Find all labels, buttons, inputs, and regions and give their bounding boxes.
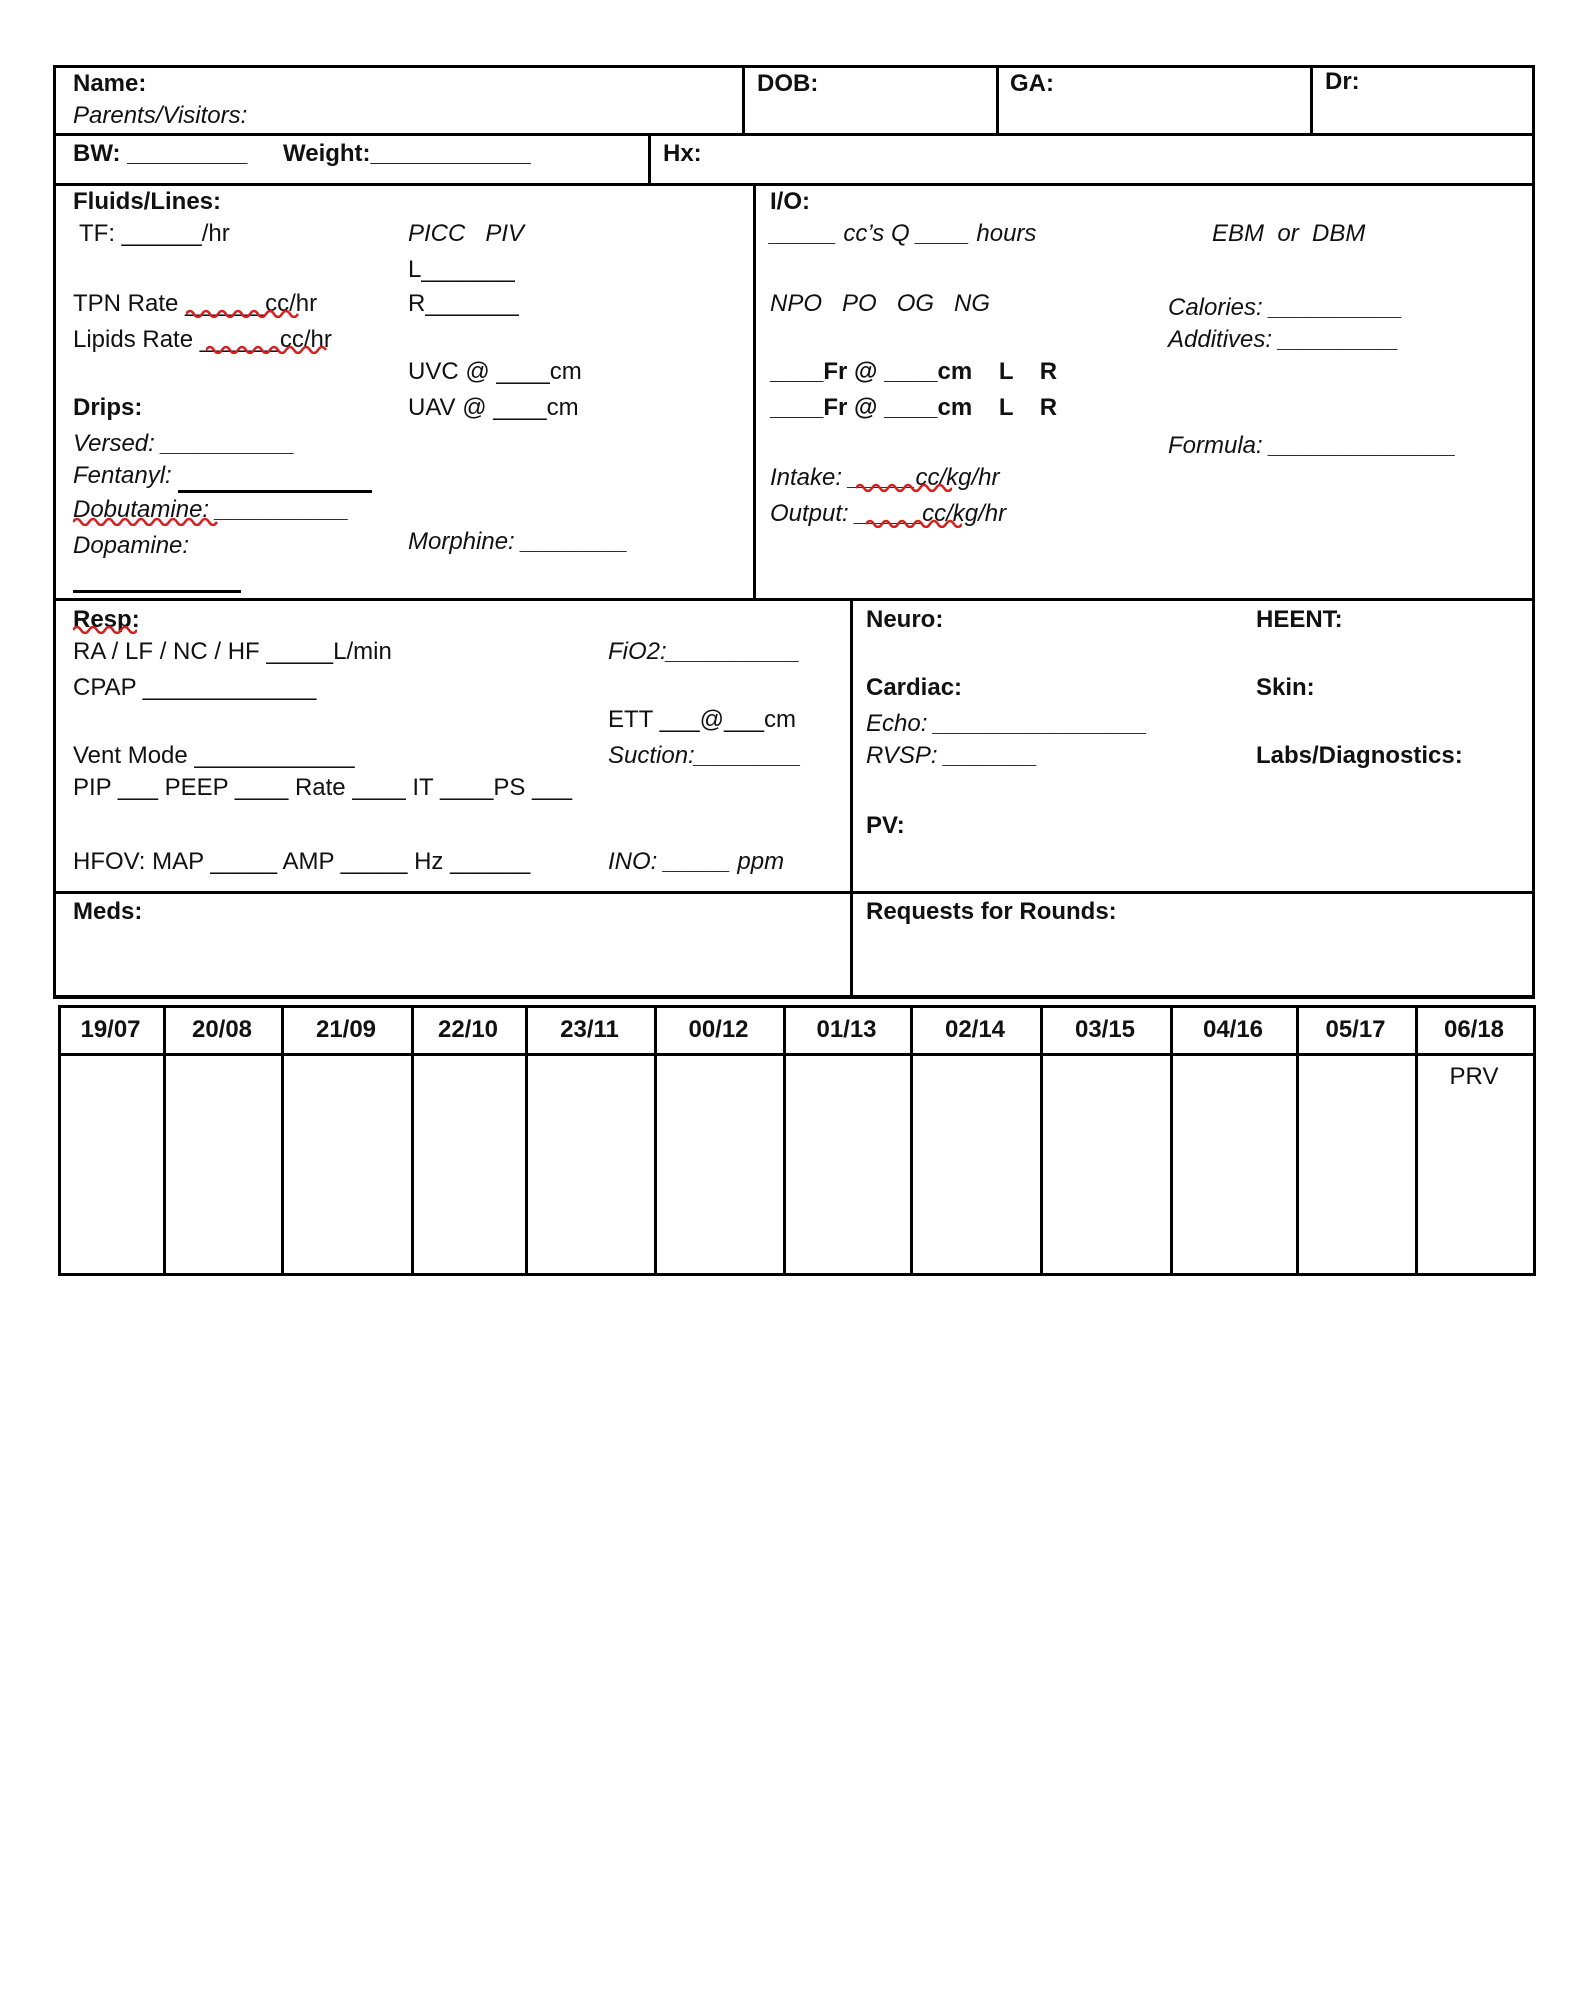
time-header-03-15: 03/15 — [1074, 1016, 1136, 1043]
time-header-05-17: 05/17 — [1325, 1016, 1386, 1043]
ga-label: GA: — [1010, 70, 1054, 97]
tube-size-field-2[interactable]: ____Fr @ ____cm L R — [770, 394, 1058, 421]
oxygen-support-field[interactable]: RA / LF / NC / HF _____L/min — [73, 638, 392, 665]
divider-name-dob — [742, 65, 745, 135]
schedule-cell[interactable] — [786, 1056, 910, 1273]
squiggle-resp — [73, 624, 137, 634]
divider-dob-ga — [996, 65, 999, 135]
time-header-19-07: 19/07 — [80, 1016, 141, 1043]
vent-mode-field[interactable]: Vent Mode ____________ — [73, 742, 355, 769]
prv-label: PRV — [1449, 1063, 1499, 1090]
time-header-06-18: 06/18 — [1443, 1016, 1505, 1043]
time-header-04-16: 04/16 — [1202, 1016, 1264, 1043]
pv-label: PV: — [866, 812, 905, 839]
picc-piv-options[interactable]: PICC PIV — [408, 220, 525, 247]
tube-size-field-1[interactable]: ____Fr @ ____cm L R — [770, 358, 1058, 385]
squiggle-lipids — [206, 344, 330, 354]
schedule-cell[interactable] — [284, 1056, 411, 1273]
intake-field[interactable]: Intake: _____cc/kg/hr — [770, 464, 1000, 491]
divider-ga-dr — [1310, 65, 1313, 135]
divider-weight-hx — [648, 135, 651, 185]
divider-resp-neuro — [850, 600, 853, 997]
bw-field[interactable]: BW: _________ — [73, 140, 248, 167]
grid-bottom-line — [58, 1273, 1536, 1276]
frame-right — [1532, 65, 1535, 999]
schedule-cell[interactable] — [1043, 1056, 1170, 1273]
cc-q-hours-field[interactable]: _____ cc’s Q ____ hours — [770, 220, 1037, 247]
squiggle-intake — [856, 482, 952, 492]
ebm-dbm-options[interactable]: EBM or DBM — [1212, 220, 1366, 247]
tpn-rate-field[interactable]: TPN Rate ______cc/hr — [73, 290, 318, 317]
l-line-field[interactable]: L_______ — [408, 256, 515, 283]
feeding-route-options[interactable]: NPO PO OG NG — [770, 290, 991, 317]
time-header-22-10: 22/10 — [437, 1016, 499, 1043]
vent-settings-field[interactable]: PIP ___ PEEP ____ Rate ____ IT ____PS ___ — [73, 774, 573, 801]
schedule-cell[interactable] — [414, 1056, 525, 1273]
divider-after-bw — [53, 183, 1535, 186]
schedule-cell[interactable] — [913, 1056, 1040, 1273]
fio2-field[interactable]: FiO2:__________ — [608, 638, 801, 665]
neuro-label: Neuro: — [866, 606, 944, 633]
name-label: Name: — [73, 70, 147, 97]
calories-field[interactable]: Calories: __________ — [1168, 294, 1403, 321]
rvsp-field[interactable]: RVSP: _______ — [866, 742, 1038, 769]
fentanyl-blank — [178, 490, 372, 493]
uvc-field[interactable]: UVC @ ____cm — [408, 358, 582, 385]
echo-field[interactable]: Echo: ________________ — [866, 710, 1148, 737]
lipids-rate-field[interactable]: Lipids Rate ______cc/hr — [73, 326, 332, 353]
io-title: I/O: — [770, 188, 810, 215]
r-line-field[interactable]: R_______ — [408, 290, 519, 317]
formula-field[interactable]: Formula: ______________ — [1168, 432, 1457, 459]
schedule-cell[interactable] — [1299, 1056, 1415, 1273]
squiggle-tpn — [186, 308, 302, 318]
parents-visitors-label: Parents/Visitors: — [73, 102, 248, 129]
morphine-field[interactable]: Morphine: ________ — [408, 528, 629, 555]
requests-for-rounds-label: Requests for Rounds: — [866, 898, 1117, 925]
divider-fluids-io — [753, 185, 756, 600]
heent-label: HEENT: — [1256, 606, 1343, 633]
frame-bottom — [53, 995, 1535, 999]
hfov-field[interactable]: HFOV: MAP _____ AMP _____ Hz ______ — [73, 848, 531, 875]
squiggle-dobutamine — [73, 516, 223, 526]
meds-label: Meds: — [73, 898, 143, 925]
time-header-20-08: 20/08 — [191, 1016, 253, 1043]
output-field[interactable]: Output: _____cc/kg/hr — [770, 500, 1007, 527]
dob-label: DOB: — [757, 70, 819, 97]
schedule-cell[interactable] — [1173, 1056, 1296, 1273]
schedule-cell[interactable] — [61, 1056, 163, 1273]
additives-field[interactable]: Additives: _________ — [1168, 326, 1399, 353]
skin-label: Skin: — [1256, 674, 1315, 701]
dr-label: Dr: — [1325, 68, 1360, 95]
fluids-lines-title: Fluids/Lines: — [73, 188, 222, 215]
dopamine-blank — [73, 590, 241, 593]
suction-field[interactable]: Suction:________ — [608, 742, 802, 769]
schedule-cell[interactable] — [657, 1056, 783, 1273]
grid-column-line — [1533, 1005, 1536, 1276]
drips-title: Drips: — [73, 394, 143, 421]
labs-diagnostics-label: Labs/Diagnostics: — [1256, 742, 1463, 769]
divider-after-fluids — [53, 598, 1535, 601]
time-header-21-09: 21/09 — [315, 1016, 377, 1043]
time-header-23-11: 23/11 — [560, 1016, 619, 1043]
time-header-01-13: 01/13 — [816, 1016, 877, 1043]
dopamine-field[interactable]: Dopamine: — [73, 532, 190, 559]
cpap-field[interactable]: CPAP _____________ — [73, 674, 317, 701]
fentanyl-field[interactable]: Fentanyl: — [73, 462, 172, 489]
versed-field[interactable]: Versed: __________ — [73, 430, 295, 457]
hx-label: Hx: — [663, 140, 702, 167]
schedule-cell[interactable] — [166, 1056, 281, 1273]
ino-field[interactable]: INO: _____ ppm — [608, 848, 785, 875]
schedule-cell[interactable] — [528, 1056, 654, 1273]
ett-field[interactable]: ETT ___@___cm — [608, 706, 797, 733]
weight-field[interactable]: Weight:____________ — [283, 140, 531, 167]
resp-title: Resp: — [73, 606, 140, 633]
frame-left — [53, 65, 56, 999]
tf-field[interactable]: TF: ______/hr — [79, 220, 230, 247]
time-header-02-14: 02/14 — [944, 1016, 1006, 1043]
dobutamine-field[interactable]: Dobutamine: __________ — [73, 496, 350, 523]
time-header-00-12: 00/12 — [688, 1016, 749, 1043]
uav-field[interactable]: UAV @ ____cm — [408, 394, 579, 421]
squiggle-output — [866, 518, 962, 528]
cardiac-label: Cardiac: — [866, 674, 963, 701]
divider-after-resp — [53, 891, 1535, 894]
